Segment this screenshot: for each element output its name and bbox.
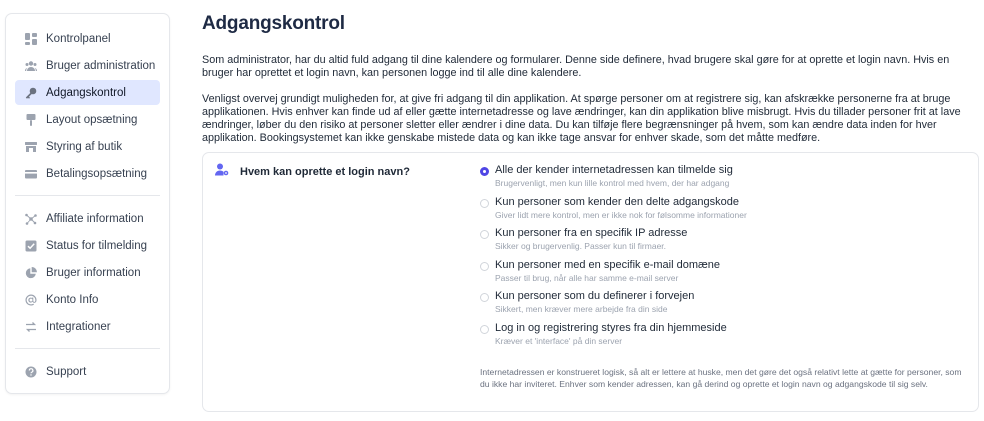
- option-label: Kun personer som kender den delte adgangskode: [495, 195, 740, 208]
- dashboard-icon: [24, 32, 37, 45]
- access-question: [215, 163, 410, 181]
- sidebar-item-label: Bruger information: [46, 266, 141, 279]
- sidebar-item-bruger-administration[interactable]: [15, 53, 160, 78]
- access-option-email-domain[interactable]: [480, 259, 960, 291]
- warning-text: Venligst overvej grundigt muligheden for, at give fri adgang til din applikation. At spørge personer om at registrere sig, kan afskrække personerne fra at bruge applikationen. Hvis enhver kan finde ud af eller gætte internetadresse og lave ændringer, kan din applikation blive misbrugt. Hvis du tillader personer frit at lave ændringer, løber du den risiko at personer sletter eller ændrer i dine data. Du kan tilføje flere begrænsninger på hvem, som kan ændre data inden for hver applikation. Bookingsystemet kan ikke genskabe mistede data og kan ikke tage ansvar for enhver skade, som det måtte medføre.: [202, 92, 961, 144]
- sidebar-item-support[interactable]: [15, 359, 160, 384]
- users-icon: [24, 59, 37, 72]
- sidebar-item-label: Adgangskontrol: [46, 86, 126, 99]
- sidebar-item-label: Layout opsætning: [46, 113, 138, 126]
- sidebar-item-betalingsopsaetning[interactable]: [15, 161, 160, 186]
- option-description: Kræver et 'interface' på din server: [495, 335, 623, 346]
- access-option-ip-address[interactable]: [480, 227, 960, 259]
- sidebar-nav: [5, 13, 170, 394]
- sidebar-item-label: Konto Info: [46, 293, 99, 306]
- option-description: Brugervenligt, men kun lille kontrol med hvem, der har adgang: [495, 178, 730, 188]
- option-label: Kun personer som du definerer i forvejen: [495, 290, 695, 302]
- access-settings-card: [202, 152, 979, 412]
- intro-text: Som administrator, har du altid fuld adgang til dine kalendere og formularer. Denne side definere, hvad brugere skal gøre for at oprette et login navn. Hvis en bruger har oprettet et login navn, kan personen logge ind til alle dine kalendere.: [202, 54, 950, 79]
- sidebar-item-label: Status for tilmelding: [46, 239, 147, 252]
- at-icon: [24, 293, 37, 306]
- arrows-icon: [24, 320, 37, 333]
- page-title: Adgangskontrol: [202, 13, 345, 34]
- option-description: Giver lidt mere kontrol, men er ikke nok for følsomme informationer: [495, 209, 747, 220]
- access-question-label: Hvem kan oprette et login navn?: [240, 166, 410, 178]
- sidebar-item-konto-info[interactable]: [15, 287, 160, 312]
- option-description: Sikkert, men kræver mere arbejde fra din side: [495, 304, 668, 314]
- sidebar-item-label: Support: [46, 365, 87, 378]
- option-description: Sikker og brugervenlig. Passer kun til firmaer.: [495, 241, 667, 251]
- option-label: Kun personer med en specifik e-mail domæne: [495, 258, 721, 271]
- access-option-anyone[interactable]: [480, 164, 960, 196]
- sidebar-item-status-for-tilmelding[interactable]: [15, 233, 160, 258]
- access-option-predefined[interactable]: [480, 290, 960, 322]
- sidebar-item-label: Integrationer: [46, 320, 111, 333]
- sidebar-item-label: Betalingsopsætning: [46, 167, 148, 180]
- brush-icon: [24, 113, 37, 126]
- radio-button[interactable]: [480, 167, 489, 176]
- access-option-shared-password[interactable]: [480, 196, 960, 228]
- sidebar-item-affiliate-information[interactable]: [15, 206, 160, 231]
- radio-button[interactable]: [480, 325, 489, 334]
- option-explanation: Internetadressen er konstrueret logisk, så alt er lettere at huske, men det gøre det også relativt lette at gætte for personer, som du ikke har inviteret. Enhver som kender adressen, kan gå derind og oprette et login navn og adgangskode til sig selv.: [480, 367, 962, 389]
- key-icon: [24, 86, 37, 99]
- sidebar-item-label: Kontrolpanel: [46, 32, 111, 45]
- radio-button[interactable]: [480, 199, 489, 208]
- pie-icon: [24, 266, 37, 279]
- sidebar-item-layout-opsaetning[interactable]: [15, 107, 160, 132]
- user-gear-icon: [215, 163, 229, 181]
- option-label: Alle der kender internetadressen kan tilmelde sig: [495, 164, 733, 176]
- sidebar-item-kontrolpanel[interactable]: [15, 26, 160, 51]
- radio-button[interactable]: [480, 230, 489, 239]
- sidebar-divider: [15, 348, 160, 349]
- access-option-external-site[interactable]: [480, 322, 960, 354]
- checkbox-icon: [24, 239, 37, 252]
- card-icon: [24, 167, 37, 180]
- option-description: Passer til brug, når alle har samme e-mail server: [495, 272, 679, 283]
- option-label: Log in og registrering styres fra din hjemmeside: [495, 321, 727, 334]
- sidebar-item-adgangskontrol[interactable]: [15, 80, 160, 105]
- access-options-radiogroup: [480, 164, 960, 353]
- radio-button[interactable]: [480, 293, 489, 302]
- sidebar-item-integrationer[interactable]: [15, 314, 160, 339]
- help-icon: [24, 365, 37, 378]
- sidebar-item-styring-af-butik[interactable]: [15, 134, 160, 159]
- network-icon: [24, 212, 37, 225]
- main-content: [202, 0, 980, 389]
- sidebar-item-label: Affiliate information: [46, 212, 144, 225]
- sidebar-divider: [15, 195, 160, 196]
- radio-button[interactable]: [480, 262, 489, 271]
- sidebar-item-label: Styring af butik: [46, 140, 123, 153]
- sidebar-item-label: Bruger administration: [46, 59, 156, 72]
- option-label: Kun personer fra en specifik IP adresse: [495, 227, 688, 239]
- sidebar-item-bruger-information[interactable]: [15, 260, 160, 285]
- store-icon: [24, 140, 37, 153]
